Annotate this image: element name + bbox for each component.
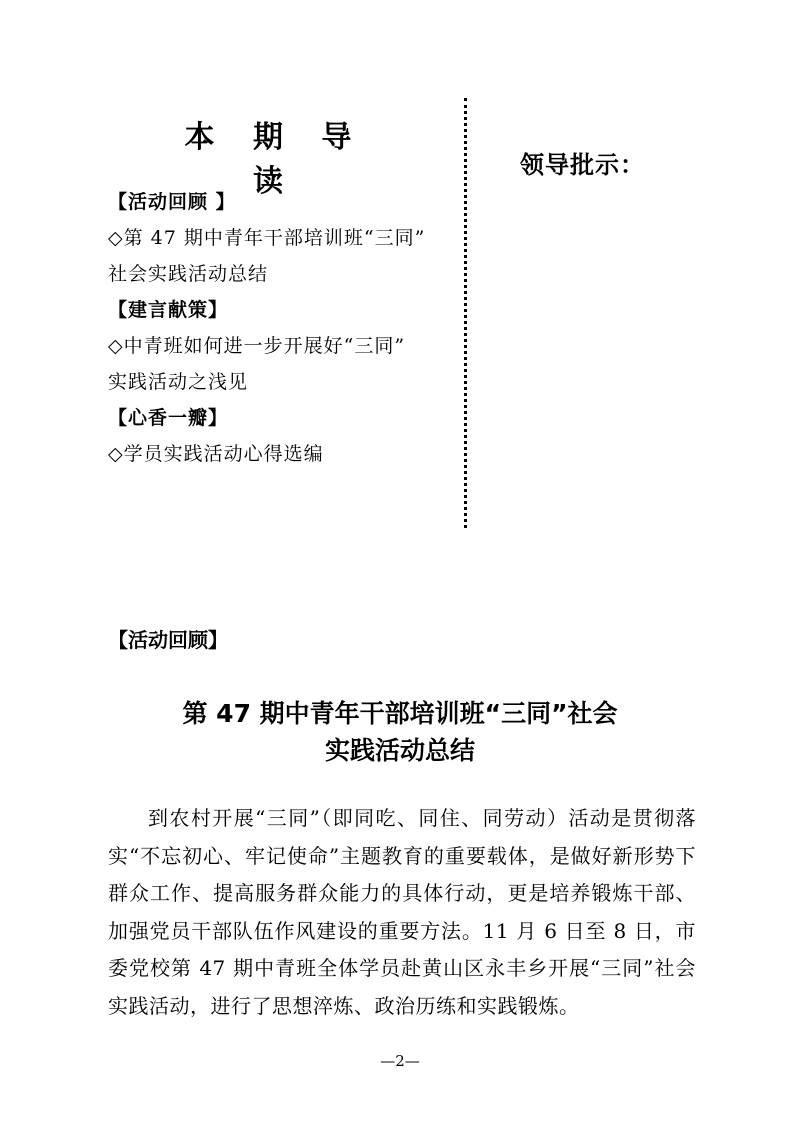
guide-title: 本 期 导 读: [184, 120, 366, 199]
leader-instructions-label: 领导批示：: [520, 151, 645, 179]
toc-heading-activity-review: 【活动回顾 】: [108, 191, 236, 213]
toc-item-summary-line2: 社会实践活动总结: [108, 263, 269, 285]
table-of-contents: [108, 184, 448, 472]
section-label: 【活动回顾】: [108, 628, 228, 652]
article-title-line1: 第 47 期中青年干部培训班“三同”社会: [182, 699, 618, 728]
article-title-line2: 实践活动总结: [324, 736, 475, 765]
article-body: 到农村开展“三同”（即同吃、同住、同劳动）活动是贯彻落实“不忘初心、牢记使命”主题教育的重要载体，是做好新形势下群众工作、提高服务群众能力的具体行动，更是培养锻炼干部、加强党员干部队伍作风建设的重要方法。11 月 6 日至 8 日，市委党校第 47 期中青班全体学员赴黄山区永丰乡开展“三同”社会实践活动，进行了思想淬炼、政治历练和实践锻炼。: [108, 806, 696, 1018]
dotted-divider: [464, 98, 467, 528]
toc-item-reflections: ◇学员实践活动心得选编: [108, 443, 324, 465]
toc-item-opinion-line2: 实践活动之浅见: [108, 371, 249, 393]
toc-heading-reflections: 【心香一瓣】: [108, 407, 229, 429]
toc-item-summary-line1: ◇第 47 期中青年干部培训班“三同”: [108, 227, 426, 249]
toc-heading-suggestions: 【建言献策】: [108, 299, 229, 321]
page-number: —2—: [380, 1052, 420, 1070]
toc-item-opinion-line1: ◇中青班如何进一步开展好“三同”: [108, 335, 406, 357]
